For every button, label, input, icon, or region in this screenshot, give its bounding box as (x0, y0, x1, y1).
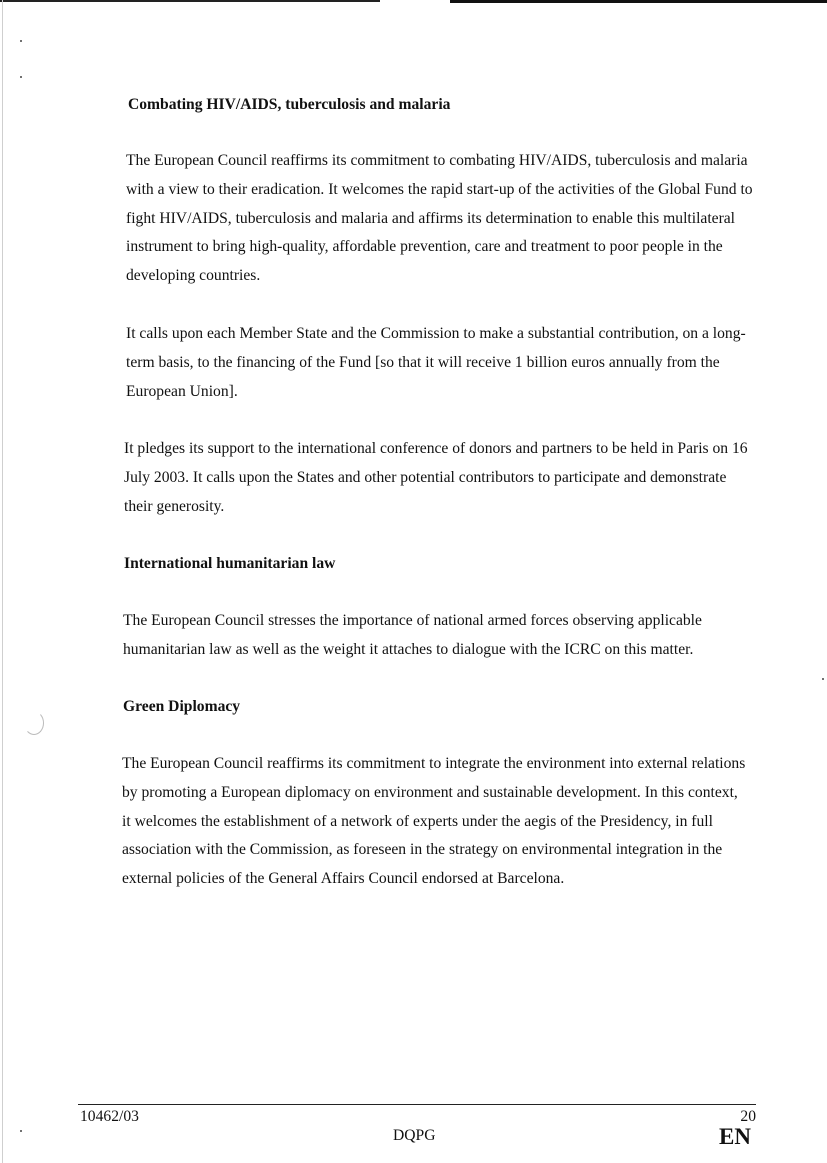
scan-speck (822, 678, 824, 680)
footer-divider (78, 1104, 756, 1105)
scan-speck (20, 1130, 22, 1132)
paragraph: The European Council stresses the importance of national armed forces observing applicable humanitarian law as well as the weight it attaches to dialogue with the ICRC on this matter. (123, 612, 702, 658)
paragraph: It pledges its support to the international conference of donors and partners to be held in Paris on 16 July 2003. It calls upon the States and other potential contributors to participate and demonstrate their generosity. (124, 440, 748, 515)
paragraph: The European Council reaffirms its commitment to combating HIV/AIDS, tuberculosis and malaria with a view to their eradication. It welcomes the rapid start-up of the activities of the Global Fund to fight HIV/AIDS, tuberculosis and malaria and affirms its determination to enable this multilateral instrument to bring high-quality, affordable prevention, care and treatment to poor people in the developing countries. (126, 152, 753, 285)
document-reference: 10462/03 (80, 1108, 139, 1125)
punch-hole-mark (24, 711, 44, 735)
department-code: DQPG (393, 1127, 436, 1144)
paragraph: The European Council reaffirms its commitment to integrate the environment into external relations by promoting a European diplomacy on environment and sustainable development. In this context, it welcomes the establishment of a network of experts under the aegis of the Presidency, in full association with the Commission, as foreseen in the strategy on environmental integration in the external policies of the General Affairs Council endorsed at Barcelona. (122, 755, 746, 888)
page-number: 20 (740, 1108, 756, 1125)
scan-speck (20, 40, 22, 42)
section-heading-humanitarian-law: International humanitarian law (124, 555, 336, 572)
scan-speck (20, 76, 22, 78)
section-heading-green-diplomacy: Green Diplomacy (123, 698, 241, 715)
paragraph: It calls upon each Member State and the Commission to make a substantial contribution, on a long-term basis, to the financing of the Fund [so that it will receive 1 billion euros annually from the European Union]. (126, 325, 746, 400)
scan-left-edge (2, 0, 3, 1163)
section-heading-hiv-aids: Combating HIV/AIDS, tuberculosis and malaria (128, 96, 451, 113)
language-code: EN (719, 1124, 751, 1149)
scan-top-line-right (450, 0, 827, 3)
scan-top-line-left (0, 0, 380, 2)
